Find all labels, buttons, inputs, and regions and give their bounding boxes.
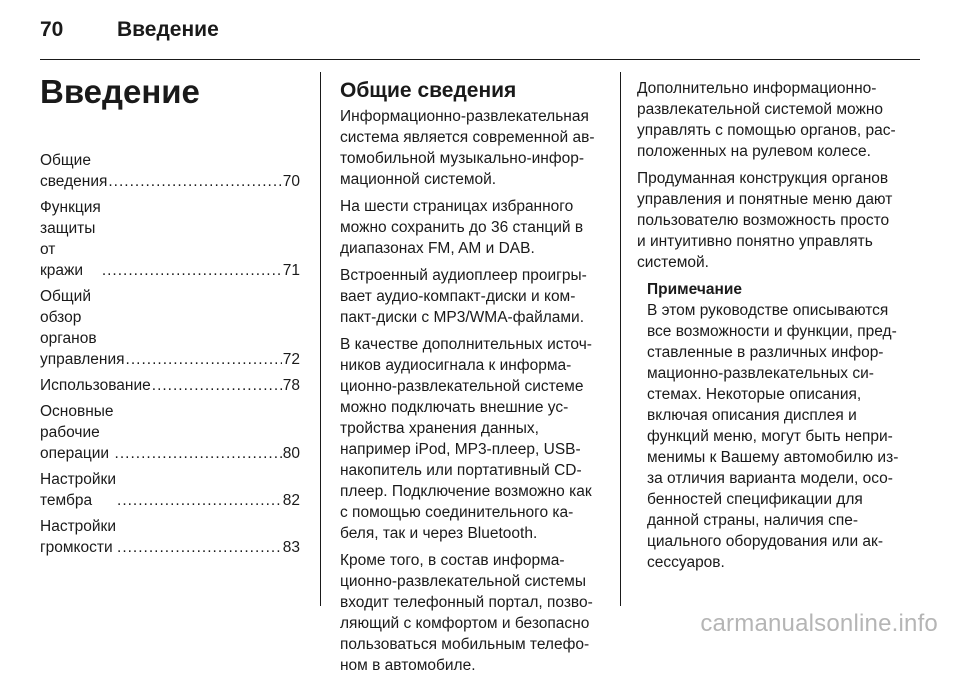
toc-page: 72 xyxy=(282,351,300,368)
toc-page: 71 xyxy=(282,262,300,279)
page-number: 70 xyxy=(40,18,64,41)
toc-page: 82 xyxy=(282,492,300,509)
toc-item-volume-settings[interactable] xyxy=(40,516,300,558)
toc-item-anti-theft[interactable] xyxy=(40,197,300,281)
paragraph: В качестве дополнительных источ- ников аудиосигнала к информа- ционно-развлекательной системе можно подключать внешние ус- тройства хранения данных, например iPod, MP3-плеер, USB- накопитель или портативный CD- плеер. Подключение возможно как с помощью соединительного ка- беля, так и через Bluetooth. xyxy=(340,336,592,542)
toc-item-basic-operations[interactable] xyxy=(40,401,300,464)
toc-page: 83 xyxy=(282,539,300,556)
toc-label: Использование xyxy=(40,377,151,394)
paragraph: Дополнительно информационно- развлекательной системой можно управлять с помощью органов, рас- положенных на рулевом колесе. xyxy=(637,80,896,160)
table-of-contents xyxy=(40,150,300,563)
toc-leader-dots xyxy=(152,375,282,396)
toc-page: 70 xyxy=(282,173,300,190)
note-box xyxy=(647,279,903,573)
toc-leader-dots xyxy=(126,349,282,370)
note-text: В этом руководстве описываются все возможности и функции, пред- ставленные в различных инфор- мационно-развлекательных си- стемах. Некоторые описания, включая описания дисплея и функций меню, могут быть непри- менимы к Вашему автомобилю из- за отличия варианта модели, осо- бенностей спецификации для данной страны, наличия спе- циального оборудования или ак- сессуаров. xyxy=(647,302,899,571)
toc-label: Настройки тембра xyxy=(40,471,117,509)
note-title: Примечание xyxy=(647,281,742,298)
toc-item-tone-settings[interactable] xyxy=(40,469,300,511)
paragraph: На шести страницах избранного можно сохранить до 36 станций в диапазонах FM, AM и DAB. xyxy=(340,198,584,257)
paragraph: Информационно-развлекательная система является современной ав- томобильной музыкально-инфор- мационной системой. xyxy=(340,108,595,188)
toc-leader-dots xyxy=(117,490,282,511)
right-column xyxy=(637,78,903,573)
paragraph: Кроме того, в состав информа- ционно-развлекательной системы входит телефонный портал, позво- ляющий с комфортом и безопасно пользоваться мобильным телефо- ном в автомобиле. xyxy=(340,552,593,674)
toc-label: Общий обзор органов управления xyxy=(40,288,125,368)
toc-item-controls-overview[interactable] xyxy=(40,286,300,370)
watermark: carmanualsonline.info xyxy=(700,610,938,637)
section-title: Введение xyxy=(40,73,200,110)
toc-label: Функция защиты от кражи xyxy=(40,199,101,279)
toc-label: Настройки громкости xyxy=(40,518,117,556)
toc-label: Общие сведения xyxy=(40,152,108,190)
toc-leader-dots xyxy=(102,260,282,281)
column-rule-left xyxy=(320,72,321,606)
toc-leader-dots xyxy=(117,537,282,558)
subsection-heading: Общие сведения xyxy=(340,79,517,102)
toc-item-general[interactable] xyxy=(40,150,300,192)
toc-leader-dots xyxy=(115,443,282,464)
toc-page: 80 xyxy=(282,445,300,462)
toc-leader-dots xyxy=(108,171,281,192)
running-title: Введение xyxy=(117,18,219,41)
paragraph: Продуманная конструкция органов управления и понятные меню дают пользователю возможность просто и интуитивно понятно управлять системой. xyxy=(637,170,893,271)
middle-column xyxy=(340,78,604,682)
paragraph: Встроенный аудиоплеер проигры- вает аудио-компакт-диски и ком- пакт-диски с MP3/WMA-файлами. xyxy=(340,267,587,326)
toc-page: 78 xyxy=(282,377,300,394)
header-rule xyxy=(40,59,920,60)
toc-item-usage[interactable] xyxy=(40,375,300,396)
column-rule-right xyxy=(620,72,621,606)
toc-label: Основные рабочие операции xyxy=(40,403,114,462)
